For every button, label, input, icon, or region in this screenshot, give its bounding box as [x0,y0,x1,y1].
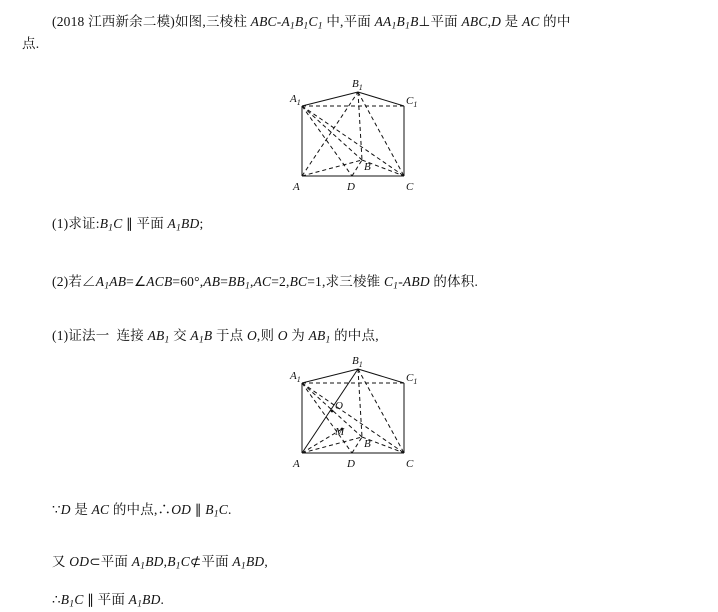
figure2-label-B1: $B_1$ [352,355,363,369]
proof-line-1-text: ∵D 是 AC 的中点,∴OD ∥ $B_1C$. [52,502,232,520]
question-1 [52,214,203,236]
question-2 [52,272,478,294]
proof-head-text: (1)证法一 连接 $AB_1$ 交 $A_1B$ 于点 O,则 O 为 $AB_1$ 的中点, [52,328,379,346]
figure2-label-O: O [335,400,343,412]
figure2-label-D: D [347,458,355,470]
proof-head [52,326,379,348]
question-2-text: (2)若$\angle A_1AB=\angle ACB=60^\circ,AB=BB_1,AC=2,BC=1$,求三棱锥 $C_1$-ABD 的体积. [52,274,479,292]
figure-prism-1 [280,78,440,198]
problem-source-line2 [22,34,39,55]
problem-source-text1: (2018 江西新余二模)如图,三棱柱 ABC-$A_1B_1C_1$ 中,平面 $AA_1B_1B\perp$平面 ABC,D 是 AC 的中 [52,14,571,32]
figure2-label-A1: $A_1$ [290,370,301,384]
figure2-label-C: C [406,458,414,470]
figure-prism-1-svg [280,78,440,198]
figure2-label-A: A [293,458,300,470]
proof-line-2 [52,552,268,574]
figure-prism-2-svg [280,355,440,475]
proof-line-3 [52,590,164,612]
proof-line-1 [52,500,232,522]
figure2-label-M: M [335,426,345,438]
figure-prism-2 [280,355,440,475]
figure2-label-C1: $C_1$ [406,372,418,386]
figure1-label-C1: $C_1$ [406,95,418,109]
figure2-point-O [331,410,334,413]
proof-line-3-text: $\therefore B_1C$ ∥ 平面 $A_1BD$. [52,592,165,610]
figure1-label-C: C [406,181,414,193]
problem-source-line1 [52,12,692,34]
figure1-label-B1: $B_1$ [352,78,363,92]
problem-source-text2: 点. [22,36,40,51]
proof-line-2-text: 又 OD⊂平面 $A_1BD,B_1C⊄$平面 $A_1BD$, [52,554,268,572]
figure1-label-D: D [347,181,355,193]
figure2-label-B: B [364,438,371,450]
question-1-text: (1)求证$:B_1C$ ∥ 平面 $A_1BD$; [52,216,204,234]
figure1-label-B: B [364,161,371,173]
figure1-label-A1: $A_1$ [290,93,301,107]
figure1-label-A: A [293,181,300,193]
